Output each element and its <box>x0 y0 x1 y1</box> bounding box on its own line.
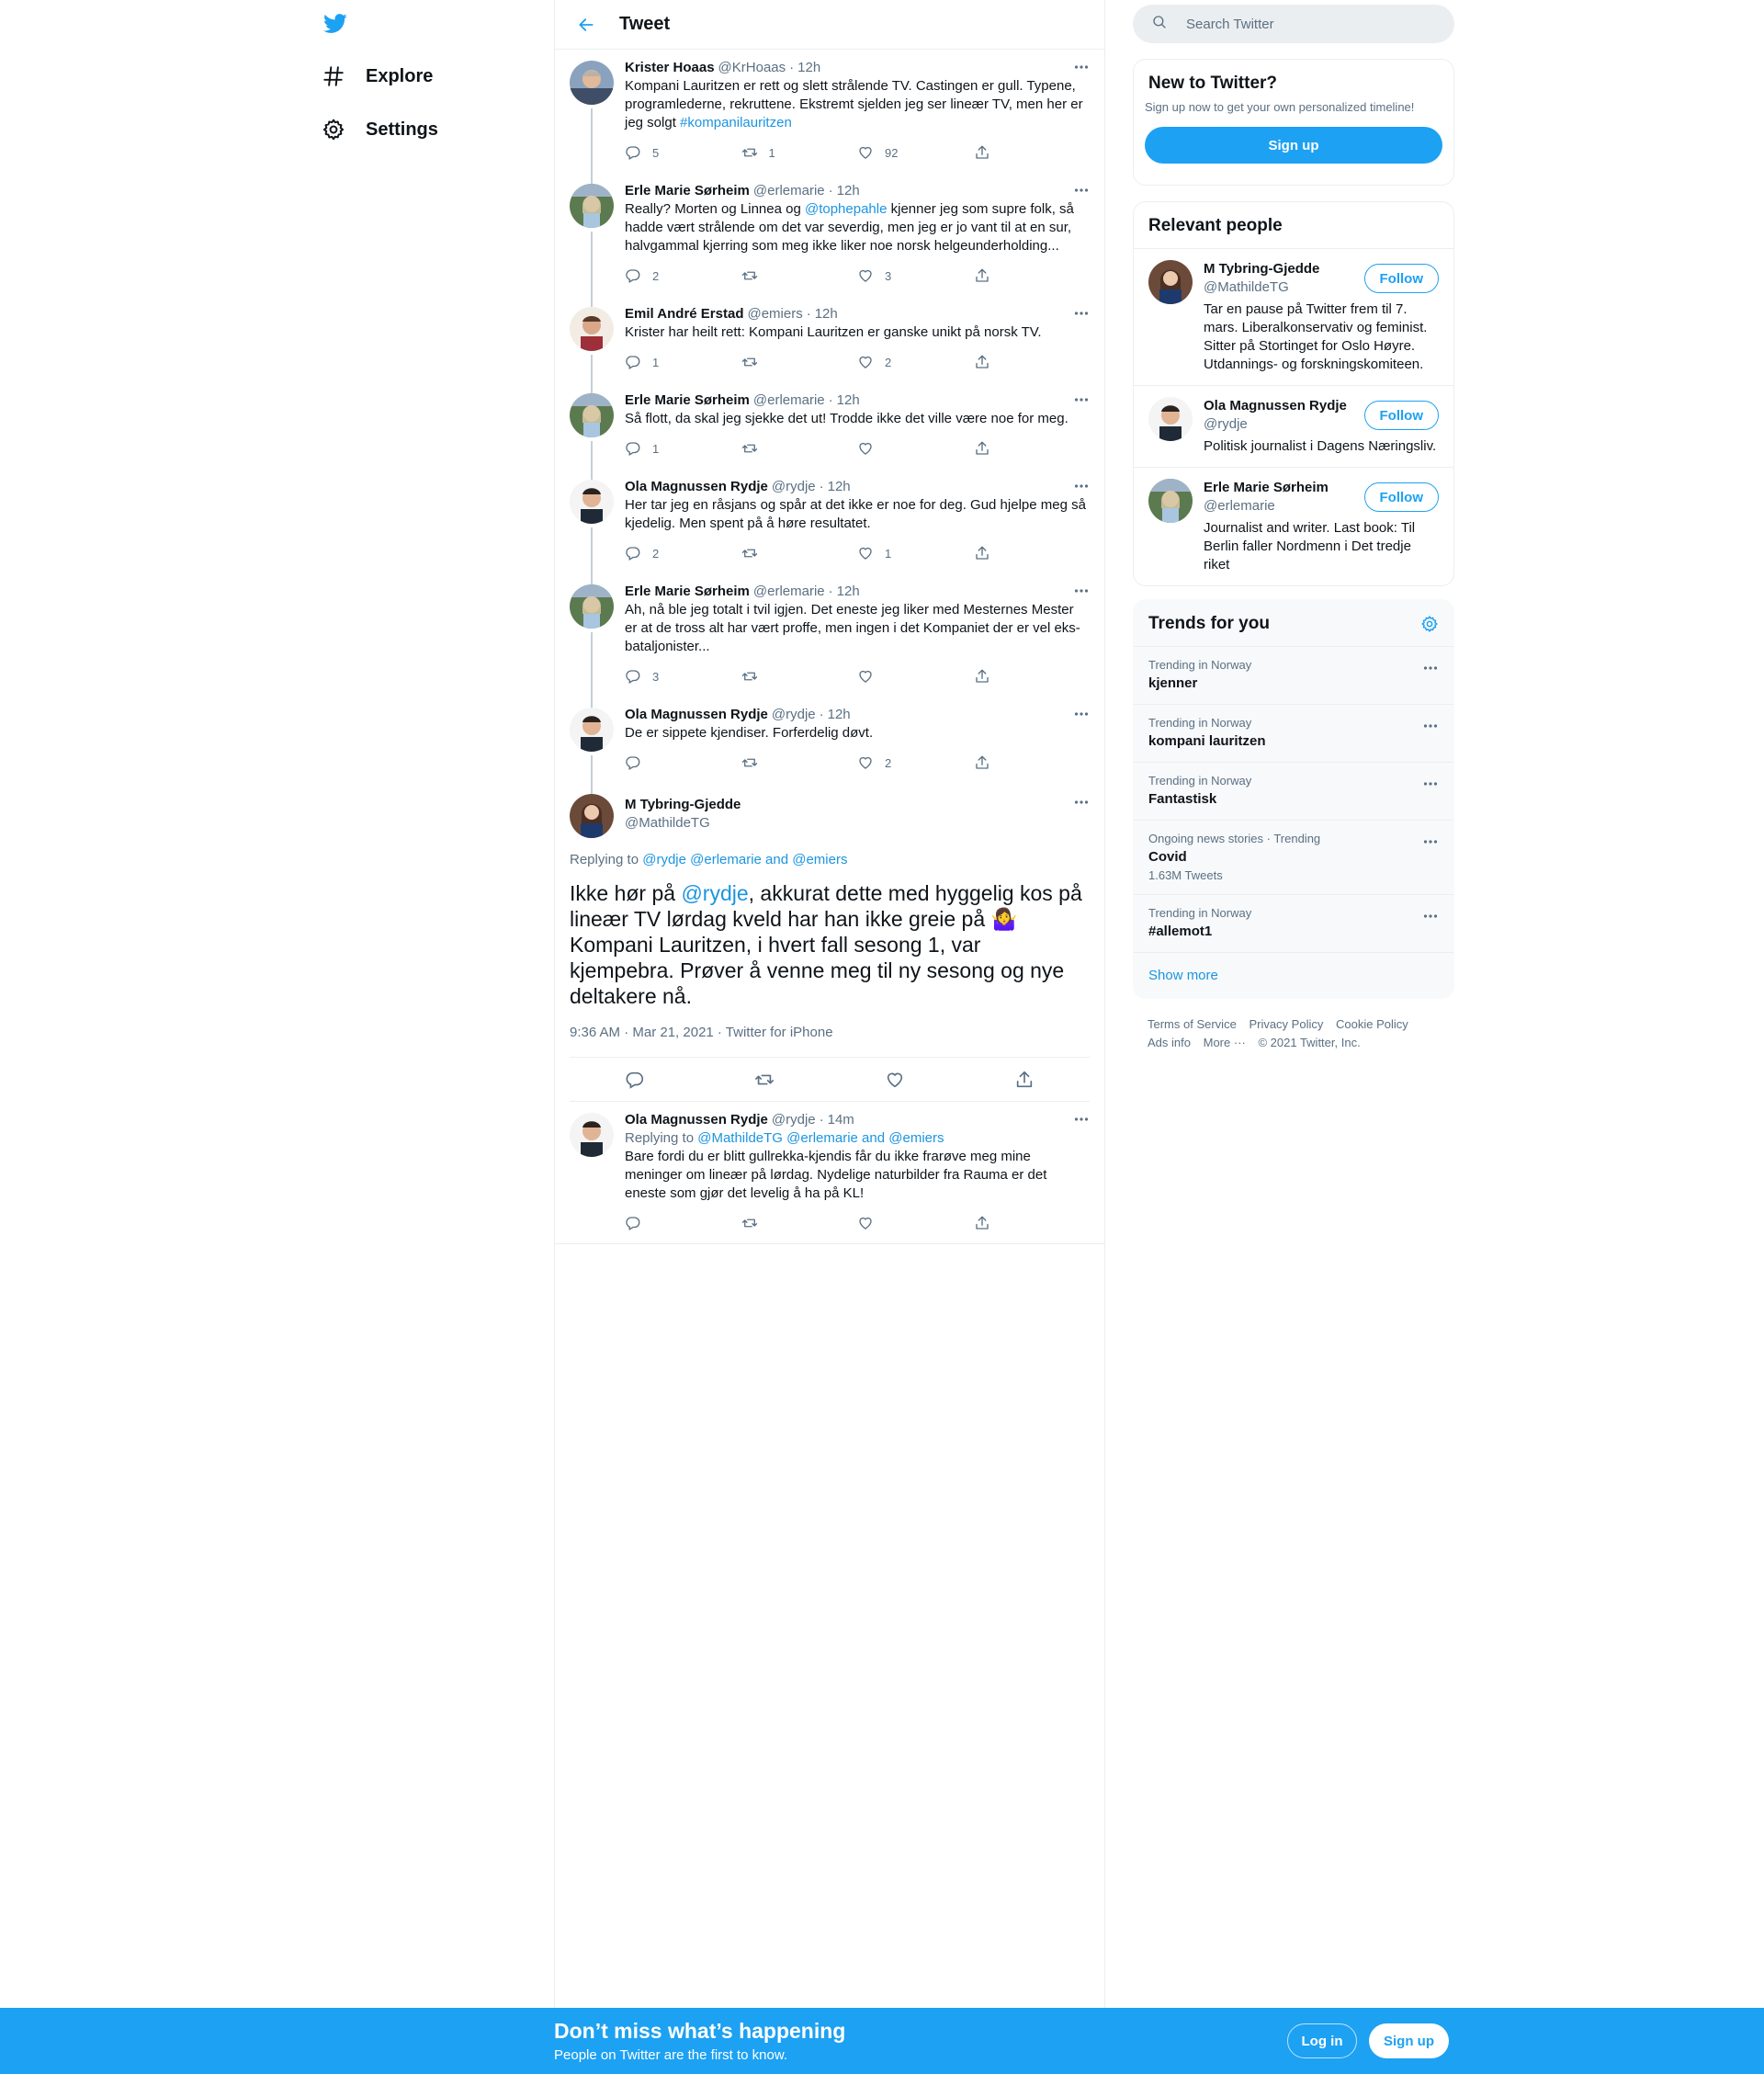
trends-settings-icon[interactable] <box>1420 615 1439 637</box>
retweet-button[interactable] <box>741 267 858 284</box>
retweet-button[interactable] <box>741 545 858 561</box>
author-name[interactable]: Erle Marie Sørheim <box>625 183 750 198</box>
avatar[interactable] <box>1148 479 1193 523</box>
nav-label-settings: Settings <box>366 119 438 140</box>
author-name[interactable]: Emil André Erstad <box>625 306 744 322</box>
share-icon <box>974 354 990 370</box>
more-icon[interactable] <box>1073 59 1090 75</box>
like-icon <box>857 267 874 284</box>
trends-title: Trends for you <box>1148 614 1270 633</box>
bottom-bar-title: Don’t miss what’s happening <box>554 2019 846 2043</box>
tweet-actions <box>625 428 1090 469</box>
person-handle[interactable]: @rydje <box>1204 416 1248 432</box>
replying-to: Replying to @rydje @erlemarie and @emiers <box>570 852 848 867</box>
trend-item[interactable] <box>1134 704 1453 762</box>
tweet-actions <box>625 1203 1090 1243</box>
thread-tweet[interactable]: Ola Magnussen Rydje @rydje · 12h De er sippete kjendiser. Forferdelig døvt. 2 <box>555 697 1104 783</box>
share-button[interactable] <box>974 1215 1091 1231</box>
retweet-icon <box>741 267 758 284</box>
new-to-twitter-card <box>1133 59 1454 186</box>
thread-line <box>591 527 593 577</box>
retweet-button[interactable]: 1 <box>741 144 858 161</box>
thread-tweet[interactable]: Erle Marie Sørheim @erlemarie · 12h Ah, nå ble jeg totalt i tvil igjen. Det eneste jeg liker med Mesternes Mester er at de tross alt har vært proffe, men ingen i det Kompaniet der er vel eks-bataljonister... 3 <box>555 573 1104 697</box>
more-icon[interactable] <box>1422 660 1439 676</box>
thread-tweet[interactable]: Erle Marie Sørheim @erlemarie · 12h Really? Morten og Linnea og @tophepahle kjenner jeg som supre folk, så hadde vært strålende om det var severdig, men jeg er jo vant til at en sur, halvgammal kjerring som meg ikke liker noe norsk helgeunderholding... 2 3 <box>555 173 1104 296</box>
like-icon <box>857 668 874 685</box>
more-icon[interactable] <box>1073 391 1090 408</box>
reply-icon <box>625 1215 641 1231</box>
nav-label-explore: Explore <box>366 65 434 86</box>
tweet-text: Krister har heilt rett: Kompani Lauritzen er ganske unikt på norsk TV. <box>625 324 1042 340</box>
person-bio: Politisk journalist i Dagens Næringsliv. <box>1204 438 1437 454</box>
follow-button[interactable]: Follow <box>1364 264 1440 293</box>
more-icon[interactable] <box>1073 182 1090 198</box>
more-link[interactable]: More ··· <box>1203 1036 1246 1049</box>
tweet-time[interactable]: 12h <box>836 584 860 599</box>
person-handle[interactable]: @erlemarie <box>1204 498 1275 514</box>
like-icon <box>857 144 874 161</box>
person-item[interactable] <box>1134 248 1453 385</box>
tweet-actions <box>625 533 1090 573</box>
retweet-button[interactable] <box>741 1215 858 1231</box>
author-handle[interactable]: @rydje <box>771 479 816 494</box>
retweet-button[interactable] <box>741 354 858 370</box>
person-bio: Journalist and writer. Last book: Til Berlin faller Nordmenn i Det tredje riket <box>1204 520 1416 572</box>
show-more-link[interactable]: Show more <box>1134 952 1453 998</box>
retweet-button[interactable] <box>741 668 858 685</box>
author-handle[interactable]: @KrHoaas <box>718 60 786 75</box>
avatar[interactable] <box>570 584 614 629</box>
person-name[interactable]: Erle Marie Sørheim <box>1204 480 1329 495</box>
trend-context: Trending in Norway <box>1148 716 1252 730</box>
tweet-actions <box>625 742 1090 783</box>
nav-item-settings[interactable] <box>322 111 438 148</box>
tweet-time[interactable]: 12h <box>827 707 851 722</box>
author-name[interactable]: M Tybring-Gjedde <box>625 797 741 812</box>
retweet-icon <box>754 1070 775 1090</box>
author-handle[interactable]: @MathildeTG <box>625 815 710 831</box>
tweet-actions <box>625 656 1090 697</box>
log-in-button[interactable]: Log in <box>1287 2023 1357 2058</box>
more-icon[interactable] <box>1422 833 1439 850</box>
focused-tweet-actions <box>570 1058 1090 1102</box>
avatar[interactable] <box>570 480 614 524</box>
more-icon[interactable] <box>1422 908 1439 924</box>
reply-button[interactable] <box>625 1070 645 1090</box>
thread-line <box>591 173 593 184</box>
footer-links <box>1148 1015 1451 1052</box>
hashtag-link[interactable]: #kompanilauritzen <box>680 115 792 130</box>
tweet-text: Bare fordi du er blitt gullrekka-kjendis får du ikke frarøve meg mine meninger om lineær på lørdag. Nydelige naturbilder fra Rauma er det eneste som gjør det levelig å ha på KL! <box>625 1149 1047 1201</box>
trend-item[interactable] <box>1134 762 1453 820</box>
share-button[interactable] <box>974 267 1091 284</box>
reply-icon <box>625 1070 645 1090</box>
trend-context: Ongoing news stories · Trending <box>1148 832 1321 845</box>
author-name[interactable]: Erle Marie Sørheim <box>625 584 750 599</box>
avatar[interactable] <box>570 184 614 228</box>
tweet-actions <box>625 255 1090 296</box>
back-arrow-icon[interactable] <box>573 12 599 38</box>
tweet-text: Ah, nå ble jeg totalt i tvil igjen. Det eneste jeg liker med Mesternes Mester er at de tross alt har vært proffe, men ingen i det Kompaniet der er vel eks-bataljonister... <box>625 602 1080 654</box>
replying-to-links[interactable]: @MathildeTG @erlemarie and @emiers <box>697 1130 944 1146</box>
ads-info-link[interactable]: Ads info <box>1148 1036 1191 1049</box>
reply-icon <box>625 754 641 771</box>
tweet-actions <box>625 342 1090 382</box>
thread-line <box>591 632 593 704</box>
more-icon[interactable] <box>1422 718 1439 734</box>
like-icon <box>857 354 874 370</box>
retweet-icon <box>741 1215 758 1231</box>
thread-tweet[interactable]: Emil André Erstad @emiers · 12h Krister har heilt rett: Kompani Lauritzen er ganske unikt på norsk TV. 1 2 <box>555 296 1104 382</box>
avatar[interactable] <box>570 1113 614 1157</box>
share-button[interactable] <box>974 754 1091 771</box>
reply-button[interactable]: 1 <box>625 440 741 457</box>
thread-line <box>591 108 593 180</box>
trend-item[interactable] <box>1134 820 1453 894</box>
tweet-time[interactable]: 12h <box>827 479 851 494</box>
tweet-time[interactable]: 12h <box>797 60 821 75</box>
avatar[interactable] <box>1148 260 1193 304</box>
tweet-time[interactable]: 12h <box>814 306 838 322</box>
share-button[interactable] <box>974 440 1091 457</box>
reply-button[interactable]: 5 <box>625 144 741 161</box>
more-icon[interactable] <box>1073 1111 1090 1128</box>
thread-line <box>591 697 593 708</box>
reply-icon <box>625 267 641 284</box>
retweet-button[interactable] <box>754 1070 775 1090</box>
retweet-icon <box>741 440 758 457</box>
share-icon <box>974 545 990 561</box>
trend-name: Fantastisk <box>1148 791 1217 807</box>
more-icon[interactable] <box>1073 583 1090 599</box>
share-icon <box>974 668 990 685</box>
sign-up-button[interactable]: Sign up <box>1369 2023 1449 2058</box>
focused-tweet <box>555 783 1104 1102</box>
reply-icon <box>625 440 641 457</box>
thread-line <box>591 355 593 386</box>
thread-line <box>591 783 593 794</box>
replying-to-links[interactable]: @rydje @erlemarie and @emiers <box>642 852 848 867</box>
copyright: © 2021 Twitter, Inc. <box>1258 1036 1361 1049</box>
tweet-time[interactable]: 12h <box>836 183 860 198</box>
retweet-icon <box>741 354 758 370</box>
trend-item[interactable] <box>1134 646 1453 704</box>
focused-tweet-text: Ikke hør på @rydje, akkurat dette med hyggelig kos på lineær TV lørdag kveld har han ikke greie på 🤷‍♀️ Kompani Lauritzen, i hvert fall sesong 1, var kjempebra. Prøver å venne meg til ny sesong og nye deltakere nå. <box>570 881 1082 1008</box>
share-icon <box>974 267 990 284</box>
reply-button[interactable]: 1 <box>625 354 741 370</box>
like-button[interactable] <box>857 440 974 457</box>
relevant-people-card <box>1133 201 1454 586</box>
sign-up-button[interactable]: Sign up <box>1145 127 1442 164</box>
author-handle[interactable]: @erlemarie <box>752 183 825 198</box>
like-button[interactable]: 1 <box>857 545 974 561</box>
trend-tweet-count: 1.63M Tweets <box>1148 868 1223 882</box>
trends-card <box>1133 599 1454 999</box>
author-name[interactable]: Erle Marie Sørheim <box>625 392 750 408</box>
follow-button[interactable]: Follow <box>1364 401 1440 430</box>
avatar[interactable] <box>570 61 614 105</box>
author-name[interactable]: Ola Magnussen Rydje <box>625 1112 768 1128</box>
tweet-actions <box>625 132 1090 173</box>
trend-context: Trending in Norway <box>1148 906 1252 920</box>
more-icon[interactable] <box>1073 794 1090 810</box>
author-handle[interactable]: @rydje <box>771 1112 816 1128</box>
author-name[interactable]: Ola Magnussen Rydje <box>625 479 768 494</box>
author-handle[interactable]: @erlemarie <box>752 392 825 408</box>
bottom-signup-bar <box>0 2008 1764 2074</box>
author-name[interactable]: Krister Hoaas <box>625 60 715 75</box>
reply-icon <box>625 144 641 161</box>
new-to-twitter-subtitle: Sign up now to get your own personalized timeline! <box>1145 100 1415 114</box>
person-handle[interactable]: @MathildeTG <box>1204 279 1289 295</box>
reply-icon <box>625 354 641 370</box>
like-button[interactable]: 2 <box>857 754 974 771</box>
avatar[interactable] <box>570 794 614 838</box>
thread-tweet[interactable]: Krister Hoaas @KrHoaas · 12h Kompani Lauritzen er rett og slett strålende TV. Castingen er gull. Typene, programlederne, rekruttene. Ekstremt sjelden jeg ser lineær TV, men her er jeg solgt #kompanilauritzen 5 1 92 <box>555 50 1104 173</box>
author-handle[interactable]: @rydje <box>771 707 816 722</box>
reply-button[interactable]: 2 <box>625 545 741 561</box>
reply-tweet[interactable]: Ola Magnussen Rydje @rydje · 14m Replying to @MathildeTG @erlemarie and @emiers Bare fordi du er blitt gullrekka-kjendis får du ikke frarøve meg mine meninger om lineær på lørdag. Nydelige naturbilder fra Rauma er det eneste som gjør det levelig å ha på KL! <box>555 1102 1104 1244</box>
share-button[interactable] <box>974 668 1091 685</box>
like-icon <box>857 440 874 457</box>
nav-item-explore[interactable] <box>322 58 433 95</box>
share-button[interactable] <box>1014 1070 1035 1090</box>
main-column <box>554 0 1105 2008</box>
hashtag-icon <box>322 64 345 88</box>
person-name[interactable]: M Tybring-Gjedde <box>1204 261 1320 277</box>
like-icon <box>857 545 874 561</box>
avatar[interactable] <box>1148 397 1193 441</box>
tweet-text: Kompani Lauritzen er rett og slett strålende TV. Castingen er gull. Typene, programlederne, rekruttene. Ekstremt sjelden jeg ser lineær TV, men her er jeg solgt #kompanilauritzen <box>625 78 1083 130</box>
follow-button[interactable]: Follow <box>1364 482 1440 512</box>
share-icon <box>1014 1070 1035 1090</box>
retweet-icon <box>741 754 758 771</box>
more-icon[interactable] <box>1073 305 1090 322</box>
person-name[interactable]: Ola Magnussen Rydje <box>1204 398 1347 414</box>
share-icon <box>974 754 990 771</box>
search-icon <box>1151 14 1168 34</box>
thread-line <box>591 296 593 307</box>
share-button[interactable] <box>974 545 1091 561</box>
relevant-people-title: Relevant people <box>1148 216 1283 235</box>
tweet-time[interactable]: 12h <box>836 392 860 408</box>
more-icon[interactable] <box>1073 706 1090 722</box>
like-icon <box>857 754 874 771</box>
author-handle[interactable]: @emiers <box>747 306 803 322</box>
reply-button[interactable]: 2 <box>625 267 741 284</box>
retweet-icon <box>741 144 758 161</box>
replying-to: Replying to @MathildeTG @erlemarie and @emiers <box>625 1130 944 1146</box>
retweet-icon <box>741 545 758 561</box>
reply-button[interactable]: 3 <box>625 668 741 685</box>
retweet-icon <box>741 668 758 685</box>
thread-tweet[interactable]: Erle Marie Sørheim @erlemarie · 12h Så flott, da skal jeg sjekke det ut! Trodde ikke det ville være noe for meg. 1 <box>555 382 1104 469</box>
reply-button[interactable] <box>625 754 741 771</box>
like-button[interactable]: 2 <box>857 354 974 370</box>
author-handle[interactable]: @erlemarie <box>752 584 825 599</box>
trend-name: kjenner <box>1148 675 1198 691</box>
terms-link[interactable]: Terms of Service <box>1148 1017 1237 1031</box>
trend-context: Trending in Norway <box>1148 658 1252 672</box>
thread-line <box>591 469 593 480</box>
twitter-logo-icon[interactable] <box>320 11 350 36</box>
like-icon <box>857 1215 874 1231</box>
share-icon <box>974 1215 990 1231</box>
thread-tweet[interactable]: Ola Magnussen Rydje @rydje · 12h Her tar jeg en råsjans og spår at det ikke er noe for deg. Gud hjelpe meg så kjedelig. Men spent på å høre resultatet. 2 1 <box>555 469 1104 573</box>
tweet-text: Really? Morten og Linnea og @tophepahle kjenner jeg som supre folk, så hadde vært strålende om det var severdig, men jeg er jo vant til at en sur, halvgammal kjerring som meg ikke liker noe norsk helgeunderholding... <box>625 201 1074 254</box>
conversation-thread <box>555 50 1104 783</box>
tweet-time[interactable]: 14m <box>827 1112 854 1128</box>
tweet-text: Så flott, da skal jeg sjekke det ut! Trodde ikke det ville være noe for meg. <box>625 411 1069 426</box>
search-bar[interactable] <box>1133 5 1454 43</box>
person-item[interactable] <box>1134 385 1453 467</box>
mention-link[interactable]: @tophepahle <box>804 201 888 217</box>
trend-item[interactable] <box>1134 894 1453 952</box>
mention-link[interactable]: @rydje <box>681 881 749 905</box>
reply-icon <box>625 668 641 685</box>
retweet-button[interactable] <box>741 440 858 457</box>
share-icon <box>974 440 990 457</box>
thread-line <box>591 382 593 393</box>
trend-name: #allemot1 <box>1148 924 1213 939</box>
like-icon <box>885 1070 905 1090</box>
thread-line <box>591 441 593 472</box>
thread-line <box>591 232 593 303</box>
reply-button[interactable] <box>625 1215 741 1231</box>
thread-line <box>591 755 593 787</box>
main-header <box>555 0 1104 50</box>
like-button[interactable] <box>885 1070 905 1090</box>
tweet-meta[interactable]: 9:36 AM · Mar 21, 2021 · Twitter for iPhone <box>570 1024 1090 1058</box>
bottom-bar-subtitle: People on Twitter are the first to know. <box>554 2047 788 2063</box>
thread-line <box>591 573 593 584</box>
more-icon[interactable] <box>1422 776 1439 792</box>
avatar[interactable] <box>570 307 614 351</box>
new-to-twitter-title: New to Twitter? <box>1148 74 1278 93</box>
trend-name: Covid <box>1148 849 1187 865</box>
avatar[interactable] <box>570 393 614 437</box>
person-item[interactable] <box>1134 467 1453 585</box>
trend-context: Trending in Norway <box>1148 774 1252 788</box>
share-icon <box>974 144 990 161</box>
share-button[interactable] <box>974 144 1091 161</box>
tweet-text: Her tar jeg en råsjans og spår at det ikke er noe for deg. Gud hjelpe meg så kjedelig. Men spent på å høre resultatet. <box>625 497 1086 531</box>
trend-name: kompani lauritzen <box>1148 733 1266 749</box>
share-button[interactable] <box>974 354 1091 370</box>
like-button[interactable] <box>857 668 974 685</box>
more-icon[interactable] <box>1073 478 1090 494</box>
privacy-link[interactable]: Privacy Policy <box>1249 1017 1324 1031</box>
like-button[interactable]: 92 <box>857 144 974 161</box>
cookie-link[interactable]: Cookie Policy <box>1335 1017 1408 1031</box>
like-button[interactable] <box>857 1215 974 1231</box>
avatar[interactable] <box>570 708 614 752</box>
reply-icon <box>625 545 641 561</box>
gear-icon <box>322 118 345 142</box>
author-name[interactable]: Ola Magnussen Rydje <box>625 707 768 722</box>
retweet-button[interactable] <box>741 754 858 771</box>
person-bio: Tar en pause på Twitter frem til 7. mars. Liberalkonservativ og feminist. Sitter på Stortinget for Oslo Høyre. Utdannings- og forskningskomiteen. <box>1204 301 1428 372</box>
search-input[interactable] <box>1186 17 1425 32</box>
page-title: Tweet <box>619 14 671 34</box>
like-button[interactable]: 3 <box>857 267 974 284</box>
tweet-text: De er sippete kjendiser. Forferdelig døvt. <box>625 725 874 741</box>
